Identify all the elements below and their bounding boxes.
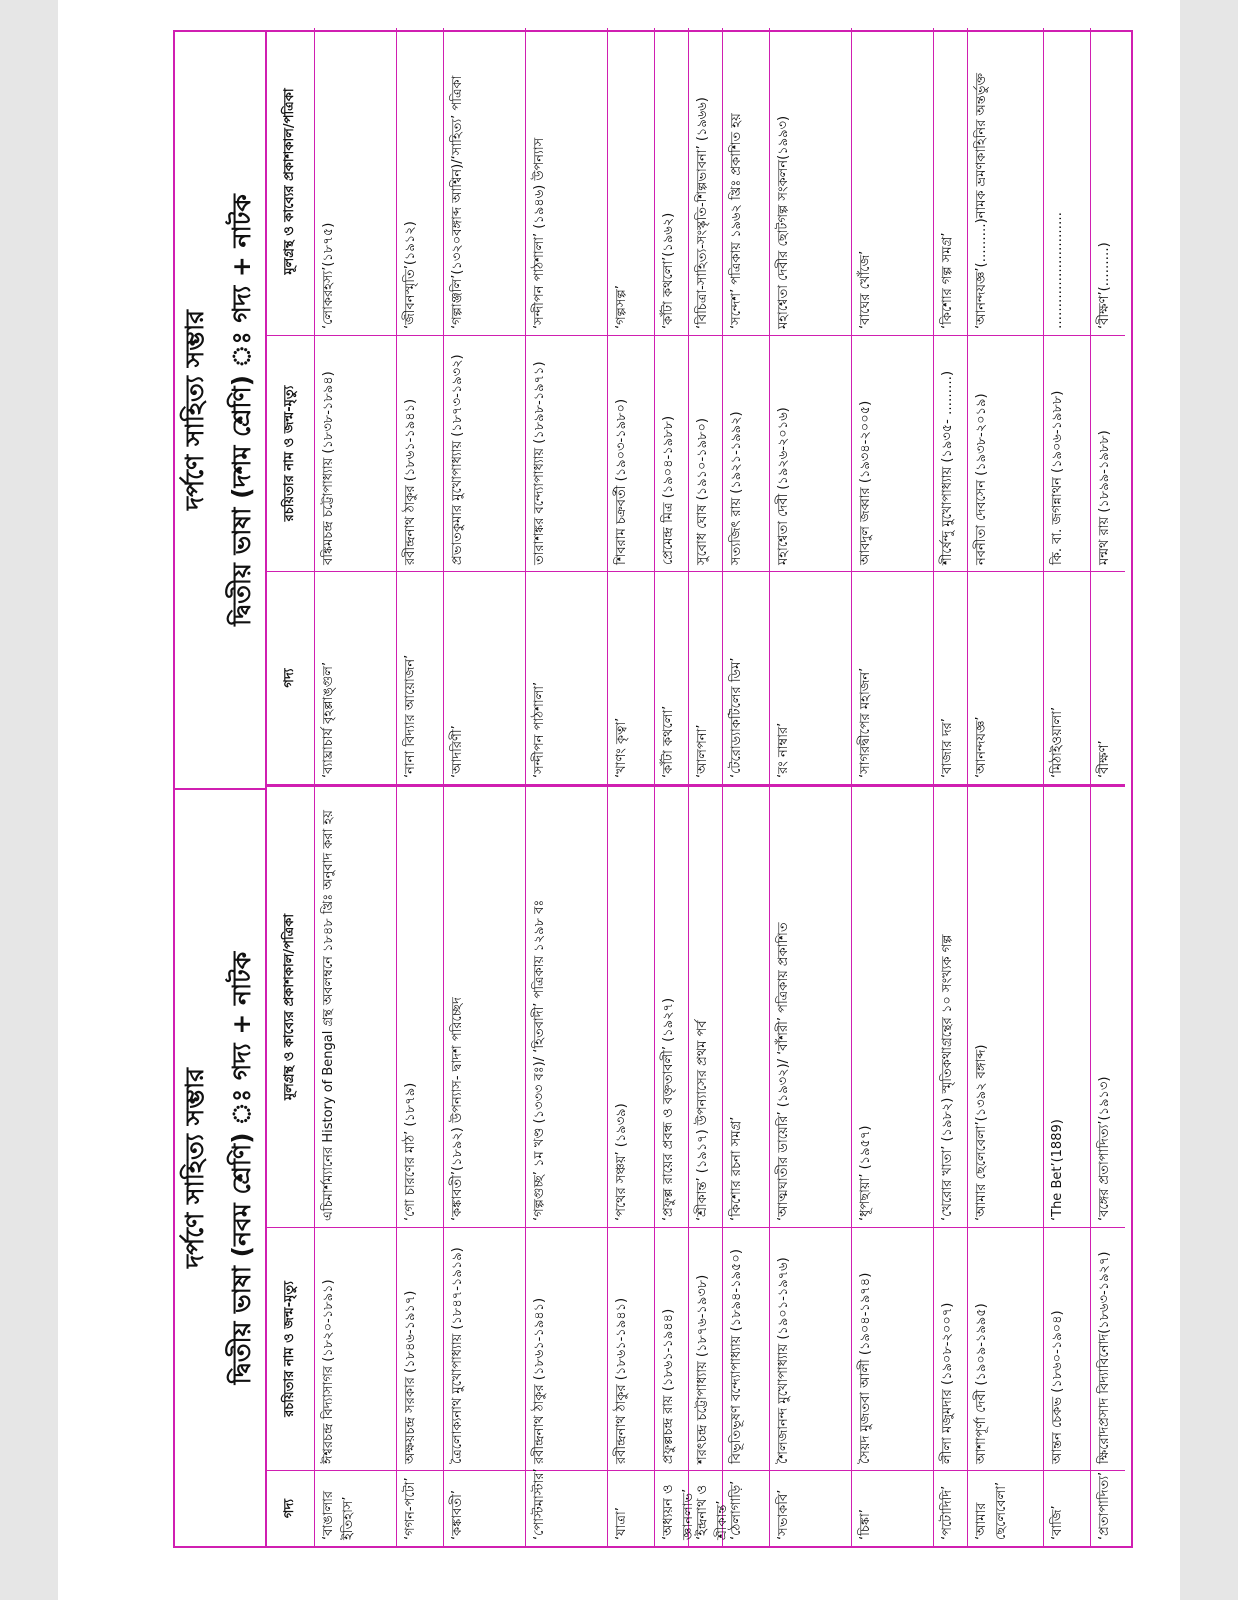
table-cell: ‘বিচিত্রা-সাহিত্য-সংস্কৃতি-শিল্পভাবনা’ (১৯৬৬) [689, 28, 723, 335]
table-cell: বিভূতিভূষণ বন্দ্যোপাধ্যায় (১৮৯৪-১৯৫০) [723, 1227, 770, 1470]
table-cell: ‘যাত্রা’ [608, 1470, 655, 1546]
column-header: গদ্য [267, 1470, 315, 1546]
table-cell: ‘কঙ্কাবতী’ [444, 1470, 526, 1546]
document-page [58, 0, 1180, 1600]
table-cell: ‘বাজার দর’ [934, 571, 968, 786]
table-cell: ‘প্রতাপাদিত্য’ [1091, 1470, 1125, 1546]
table-cell: অক্ষয়চন্দ্র সরকার (১৮৪৬-১৯১৭) [397, 1227, 444, 1470]
table-cell: ‘আদরিণী’ [444, 571, 526, 786]
column-header: মূলগ্রন্থ ও কাব্যের প্রকাশকাল/পত্রিকা [267, 786, 315, 1227]
table-cell: ‘সভাকবি’ [770, 1470, 852, 1546]
table-cell: ‘বাঘের খোঁজে’ [852, 28, 934, 335]
column-header: গদ্য [267, 571, 315, 786]
table-cell: ‘জীবনস্মৃতি’(১৯১২) [397, 28, 444, 335]
title-row [175, 32, 267, 1546]
table-cell: সত্যজিৎ রায় (১৯২১-১৯৯২) [723, 335, 770, 571]
table-cell: প্রফুল্লচন্দ্র রায় (১৮৬১-১৯৪৪) [655, 1227, 689, 1470]
table-cell: আবদুল জব্বার (১৯৩৪-২০০৫) [852, 335, 934, 571]
table-cell: ‘কাঁটা কথলো’ [655, 571, 689, 786]
table-cell: লীলা মজুমদার (১৯০৮-২০০৭) [934, 1227, 968, 1470]
table-cell: রবীন্দ্রনাথ ঠাকুর (১৮৬১-১৯৪১) [397, 335, 444, 571]
table-cell: ‘শ্রীকান্ত’ (১৯১৭) উপন্যাসের প্রথম পর্ব [689, 786, 723, 1227]
class-ten-heading [175, 32, 265, 788]
table-cell: ‘কিশোর রচনা সমগ্র’ [723, 786, 770, 1227]
table-cell: ‘গগন-পটো’ [397, 1470, 444, 1546]
table-cell: ‘সন্দেশ’ পত্রিকায় ১৯৬২ খ্রিঃ প্রকাশিত হয় [723, 28, 770, 335]
table-cell: ‘লোকরহস্য’(১৮৭৫) [315, 28, 397, 335]
table-cell: ‘ব্যাঘ্রাচার্য বৃহল্লাঙ্গুল’ [315, 571, 397, 786]
table-cell: ‘বীক্ষণ’ [1091, 571, 1125, 786]
table-cell: ‘আনন্দযজ্ঞ’(………)নামক ভ্রমণকাহিনির অন্তর্ভুক্ত [968, 28, 1044, 335]
table-cell: ‘মিঠাইওয়ালা’ [1044, 571, 1091, 786]
class-nine-heading [175, 788, 265, 1546]
table-cell: ‘ইন্দ্রনাথ ও শ্রীকান্ত’ [689, 1470, 723, 1546]
table-cell: শীর্ষেন্দু মুখোপাধ্যায় (১৯৩৫- ………) [934, 335, 968, 571]
table-cell: ‘গল্পসল্প’ [608, 28, 655, 335]
table-cell: সুবোধ ঘোষ (১৯১০-১৯৮০) [689, 335, 723, 571]
table-cell: ‘সন্দীপন পাঠশালা’ [526, 571, 608, 786]
table-cell: ‘সাগরদ্বীপের মহাজন’ [852, 571, 934, 786]
table-cell: আশাপূর্ণা দেবী (১৯০৯-১৯৯৫) [968, 1227, 1044, 1470]
table-cell: ‘টেরোড্যাকটিলের ডিম’ [723, 571, 770, 786]
table-cell: ‘আলপনা’ [689, 571, 723, 786]
table-cell: সৈয়দ মুজতবা আলী (১৯০৪-১৯৭৪) [852, 1227, 934, 1470]
table-cell: ‘পোস্টমাস্টার’ [526, 1470, 608, 1546]
right-title: দর্পণে সাহিত্য সম্ভার [180, 310, 209, 511]
table-cell: ‘বাজি’ [1044, 1470, 1091, 1546]
right-subtitle: দ্বিতীয় ভাষা (দশম শ্রেণি) ঃ গদ্য + নাটক [227, 194, 256, 626]
table-cell: ……………………… [1044, 28, 1091, 335]
table-cell: ‘The Bet’(1889) [1044, 786, 1091, 1227]
table-cell: প্রভাতকুমার মুখোপাধ্যায় (১৮৭৩-১৯৩২) [444, 335, 526, 571]
table-cell: ‘পটোদিদি’ [934, 1470, 968, 1546]
column-header: রচয়িতার নাম ও জন্ম-মৃত্যু [267, 335, 315, 571]
table-cell: প্রেমেন্দ্র মিত্র (১৯০৪-১৯৮৮) [655, 335, 689, 571]
column-header: মূলগ্রন্থ ও কাব্যের প্রকাশকাল/পত্রিকা [267, 28, 315, 335]
table-cell: বঙ্কিমচন্দ্র চট্টোপাধ্যায় (১৮৩৮-১৮৯৪) [315, 335, 397, 571]
table-cell: ‘পথের সঞ্চয়’ (১৯৩৯) [608, 786, 655, 1227]
table-cell: শিবরাম চক্রবর্তী (১৯০৩-১৯৮০) [608, 335, 655, 571]
table-cell: ‘বীক্ষণ’(………) [1097, 242, 1112, 329]
table-cell: কি. বা. জগন্নাথন (১৯০৬-১৯৮৮) [1044, 335, 1091, 571]
table-cell: ‘ঠেলাগাড়ি’ [723, 1470, 770, 1546]
table-cell: ‘গল্পগুচ্ছ’ ১ম খণ্ড (১৩৩৩ বঃ)/ ‘হিতবাদী’ পত্রিকায় ১২৯৮ বঃ [526, 786, 608, 1227]
table-cell: ‘রং নাম্বার’ [770, 571, 852, 786]
table-cell: এচিমার্শম্যানের History of Bengal গ্রন্থ অবলম্বনে ১৮৪৮ খ্রিঃ অনুবাদ করা হয় [315, 786, 397, 1227]
table-cell: ‘গো চারণের মাঠ’ (১৮৭৯) [397, 786, 444, 1227]
table-cell: রবীন্দ্রনাথ ঠাকুর (১৮৬১-১৯৪১) [526, 1227, 608, 1470]
table-cell: ‘নানা বিদ্যার আয়োজন’ [397, 571, 444, 786]
table-cell: শরৎচন্দ্র চট্টোপাধ্যায় (১৮৭৬-১৯৩৮) [689, 1227, 723, 1470]
table-cell: ত্রৈলোক্যনাথ মুখোপাধ্যায় (১৮৪৭-১৯১৯) [444, 1227, 526, 1470]
table-cell: ‘কিশোর গল্প সমগ্র’ [934, 28, 968, 335]
table-cell: ‘আমার ছেলেবেলা’(১৩৯২ বঙ্গাব্দ) [968, 786, 1044, 1227]
table-cell: ‘প্রফুল্ল রায়ের প্রবন্ধ ও বক্তৃতাবলী’ (১৯২৭) [655, 786, 689, 1227]
table-cell: ‘আমার ছেলেবেলা’ [968, 1470, 1044, 1546]
table-cell: রবীন্দ্রনাথ ঠাকুর (১৮৬১-১৯৪১) [608, 1227, 655, 1470]
left-subtitle: দ্বিতীয় ভাষা (নবম শ্রেণি) ঃ গদ্য + নাটক [227, 951, 256, 1385]
table-cell: নবনীতা দেবসেন (১৯৩৮-২০১৯) [968, 335, 1044, 571]
table-cell: ‘বাঙালার ইতিহাস’ [315, 1470, 397, 1546]
table-cell: ঈশ্বরচন্দ্র বিদ্যাসাগর (১৮২০-১৮৯১) [315, 1227, 397, 1470]
table-cell: মন্মথ রায় (১৮৯৯-১৯৮৮) [1091, 335, 1125, 571]
table-cell: ‘খাণং কৃত্বা’ [608, 571, 655, 786]
literature-table [267, 32, 1159, 1546]
table-cell: আন্তন চেকভ (১৮৬০-১৯০৪) [1044, 1227, 1091, 1470]
table-cell: ‘ধূপছায়া’ (১৯৫৭) [852, 786, 934, 1227]
table-frame [173, 30, 1133, 1548]
table-cell: শৈলজানন্দ মুখোপাধ্যায় (১৯০১-১৯৭৬) [770, 1227, 852, 1470]
table-cell: ‘গল্পাঞ্জলি’(১৩২০বঙ্গাব্দ আশ্বিন)/‘সাহিত্য’ পত্রিকা [444, 28, 526, 335]
left-title: দর্পণে সাহিত্য সম্ভার [180, 1068, 209, 1269]
table-cell: ‘খেরোর খাতা’ (১৯৮২) স্মৃতিকথাগ্রন্থের ১০ সংখ্যক গল্প [934, 786, 968, 1227]
table-cell: তারাশঙ্কর বন্দ্যোপাধ্যায় (১৮৯৮-১৯৭১) [526, 335, 608, 571]
table-cell: ‘কাঁটা কথলো’(১৯৬২) [655, 28, 689, 335]
table-cell: ক্ষিরোদপ্রসাদ বিদ্যাবিনোদ(১৮৬৩-১৯২৭) [1091, 1227, 1125, 1470]
table-cell: ‘আনন্দযজ্ঞ’ [968, 571, 1044, 786]
table-cell: ‘অধ্যয়ন ও জ্ঞানলাভ’ [655, 1470, 689, 1546]
column-header: রচয়িতার নাম ও জন্ম-মৃত্যু [267, 1227, 315, 1470]
table-cell: ‘বঙ্গের প্রতাপাদিত্য’(১৯১৩) [1091, 786, 1125, 1227]
table-cell: ‘কঙ্কাবতী’(১৮৯২) উপন্যাস- দ্বাদশ পরিচ্ছেদ [444, 786, 526, 1227]
table-cell: ‘আত্মঘাতীর ডায়েরি’ (১৯৩২)/ ‘বাঁশরী’ পত্রিকায় প্রকাশিত [770, 786, 852, 1227]
table-cell: মহাশ্বেতা দেবী (১৯২৬-২০১৬) [770, 335, 852, 571]
table-cell: ‘চিঙ্কা’ [852, 1470, 934, 1546]
table-cell: মহাশ্বেতা দেবীর ছোটগল্প সংকলন(১৯৯৩) [770, 28, 852, 335]
table-cell: ‘সন্দীপন পাঠশালা’ (১৯৪৬) উপন্যাস [526, 28, 608, 335]
